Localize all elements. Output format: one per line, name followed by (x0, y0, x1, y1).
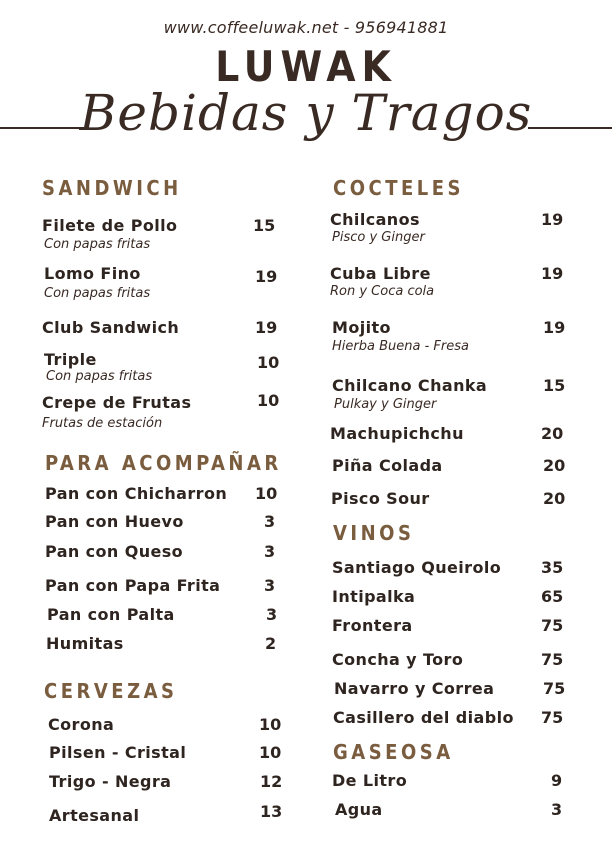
menu-item-name: Navarro y Correa (334, 679, 495, 698)
menu-item-name: Cuba Libre (330, 264, 431, 283)
menu-item-description: Con papas fritas (44, 286, 151, 301)
menu-item-price: 12 (260, 772, 283, 791)
menu-item-price: 3 (551, 800, 563, 819)
menu-item-price: 19 (543, 318, 566, 337)
menu-item-price: 19 (541, 210, 564, 229)
menu-item-name: Triple (44, 350, 97, 369)
menu-item-name: Agua (335, 800, 383, 819)
brand-title: LUWAK (215, 42, 397, 91)
menu-item-name: Chilcanos (330, 210, 420, 229)
menu-item-name: Pan con Papa Frita (45, 576, 221, 595)
menu-item-name: Concha y Toro (332, 650, 464, 669)
menu-item-name: Pisco Sour (331, 489, 430, 508)
menu-item-price: 20 (543, 489, 566, 508)
menu-item-price: 2 (265, 634, 277, 653)
menu-item-description: Pulkay y Ginger (334, 397, 437, 412)
section-title-cocteles: COCTELES (333, 176, 464, 200)
menu-item-name: Humitas (46, 634, 124, 653)
menu-item-name: De Litro (332, 771, 408, 790)
menu-item-description: Con papas fritas (44, 237, 151, 252)
menu-item-price: 19 (541, 264, 564, 283)
menu-item-description: Pisco y Ginger (332, 230, 425, 245)
menu-item-name: Mojito (332, 318, 391, 337)
menu-item-price: 75 (541, 616, 564, 635)
menu-item-name: Artesanal (49, 806, 140, 825)
menu-item-price: 75 (543, 679, 566, 698)
section-title-para-acompanar: PARA ACOMPAÑAR (45, 451, 282, 475)
menu-item-price: 65 (541, 587, 564, 606)
menu-subtitle: Bebidas y Tragos (79, 84, 533, 142)
menu-item-price: 9 (551, 771, 563, 790)
menu-item-name: Machupichchu (330, 424, 464, 443)
menu-item-name: Pan con Palta (47, 605, 175, 624)
menu-item-price: 19 (255, 267, 278, 286)
menu-item-price: 19 (255, 318, 278, 337)
section-title-cervezas: CERVEZAS (44, 679, 178, 703)
menu-item-name: Pilsen - Cristal (49, 743, 187, 762)
menu-item-name: Pan con Chicharron (45, 484, 228, 503)
website-contact: www.coffeeluwak.net - 956941881 (163, 18, 449, 37)
menu-item-price: 10 (257, 391, 280, 410)
menu-item-price: 3 (264, 512, 276, 531)
menu-item-name: Trigo - Negra (49, 772, 172, 791)
menu-item-price: 10 (257, 353, 280, 372)
menu-item-price: 3 (264, 576, 276, 595)
menu-item-description: Con papas fritas (46, 369, 153, 384)
menu-item-price: 3 (266, 605, 278, 624)
menu-item-name: Santiago Queirolo (332, 558, 502, 577)
menu-item-name: Casillero del diablo (333, 708, 514, 727)
section-title-sandwich: SANDWICH (42, 176, 182, 200)
section-title-gaseosa: GASEOSA (333, 740, 454, 764)
menu-item-name: Frontera (332, 616, 413, 635)
menu-item-price: 15 (253, 216, 276, 235)
menu-item-price: 20 (543, 456, 566, 475)
menu-item-name: Lomo Fino (44, 264, 141, 283)
menu-item-price: 10 (259, 715, 282, 734)
menu-item-price: 10 (255, 484, 278, 503)
menu-item-price: 20 (541, 424, 564, 443)
section-title-vinos: VINOS (333, 521, 415, 545)
menu-item-name: Corona (48, 715, 115, 734)
menu-item-price: 13 (260, 802, 283, 821)
menu-item-name: Chilcano Chanka (332, 376, 488, 395)
menu-item-price: 3 (264, 542, 276, 561)
menu-item-description: Ron y Coca cola (330, 284, 435, 299)
menu-item-price: 35 (541, 558, 564, 577)
menu-item-description: Hierba Buena - Fresa (332, 339, 469, 354)
menu-item-price: 75 (541, 650, 564, 669)
menu-item-name: Piña Colada (332, 456, 443, 475)
menu-item-name: Crepe de Frutas (42, 393, 192, 412)
menu-item-description: Frutas de estación (42, 416, 163, 431)
menu-item-price: 10 (259, 743, 282, 762)
menu-item-name: Intipalka (332, 587, 416, 606)
menu-item-name: Pan con Huevo (45, 512, 184, 531)
menu-item-name: Filete de Pollo (42, 216, 178, 235)
menu-item-name: Club Sandwich (42, 318, 180, 337)
menu-item-name: Pan con Queso (45, 542, 184, 561)
menu-item-price: 75 (541, 708, 564, 727)
menu-item-price: 15 (543, 376, 566, 395)
